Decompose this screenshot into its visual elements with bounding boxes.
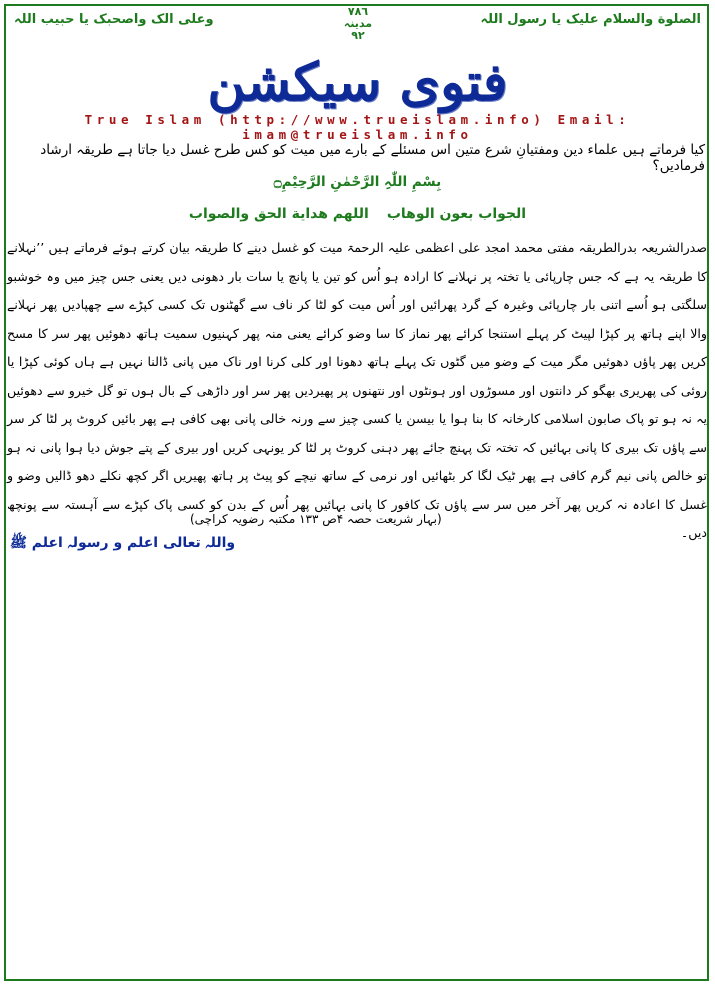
salutation-right: الصلوة والسلام علیک یا رسول اللہ <box>480 12 701 27</box>
page-ref-line-3: ٩٢ <box>351 29 365 42</box>
closing-line <box>0 512 715 551</box>
header-bar <box>8 5 707 50</box>
answer-body <box>7 234 707 548</box>
contact-line[interactable]: True Islam (http://www.trueislam.info) Email: imam@trueislam.info <box>84 112 631 142</box>
answer-paragraph: صدرالشریعہ بدرالطریقہ مفتی محمد امجد علی اعظمی علیہ الرحمۃ میت کو غسل دینے کا طریقہ بیان کرتے ہوئے فرماتے ہیں ’’نہلانے کا طریقہ یہ ہے کہ جس چارپائی یا تختہ پر نہلانے کا ارادہ ہو اُس کو تین یا پانچ یا سات بار دھونی دیں یعنی جس چیز میں وہ خوشبو سلگتی ہو اُسے اتنی بار چارپائی وغیرہ کے گرد پھرائیں اور اُس میت کو لٹا کر ناف سے گھٹنوں تک کسی کپڑے سے چھپادیں پھر نہلانے والا اپنے ہاتھ پر کپڑا لپیٹ کر پہلے استنجا کرائے پھر نماز کا سا وضو کرائے یعنی منہ پھر کہنیوں سمیت ہاتھ دھوئیں پھر سر کا مسح کریں پھر پاؤں دھوئیں مگر میت کے وضو میں گٹوں تک پہلے ہاتھ دھونا اور کلی کرنا اور ناک میں پانی ڈالنا نہیں ہے ہاں کوئی کپڑا یا روئی کی پھریری بھگو کر دانتوں اور مسوڑوں اور ہونٹوں اور نتھنوں پر پھیردیں پھر سر اور داڑھی کے بال ہوں تو گل خیرو سے دھوئیں یہ نہ ہو تو پاک صابون اسلامی کارخانہ کا بنا ہوا یا بیسن یا کسی چیز سے ورنہ خالی پانی بھی کافی ہے پھر بائیں کروٹ پر لٹا کر سر سے پاؤں تک بیری کا پانی بہائیں کہ تختہ تک پہنچ جائے پھر دہنی کروٹ پر لٹا کر یونہی کریں اور بیری کے پتے جوش دیا ہوا پانی نہ ہو تو خالص پانی نیم گرم کافی ہے پھر ٹیک لگا کر بٹھائیں اور نرمی کے ساتھ نیچے کو پیٹ پر ہاتھ پھیریں اگر کچھ نکلے دھو ڈالیں وضو و غسل کا اعادہ نہ کریں پھر آخر میں سر سے پاؤں تک کافور کا پانی بہائیں پھر اُس کے بدن کو کسی پاک کپڑے سے آہستہ سے پونچھ دیں۔ <box>7 240 707 540</box>
page-title: فتوی سیکشن <box>207 52 508 113</box>
page-reference <box>338 6 378 42</box>
page-ref-line-1: ٧٨٦ <box>347 5 369 18</box>
question-text: کیا فرماتے ہیں علماء دین ومفتیانِ شرع متین اس مسئلے کے بارے میں میت کو کس طرح غسل دیا جاتا ہے طریقہ ارشاد فرمادیں؟ <box>40 142 705 174</box>
answer-heading-part-2: اللھم ھدایة الحق والصواب <box>188 206 369 222</box>
answer-heading <box>0 206 715 222</box>
book-reference: (بہار شریعت حصہ ۴ص ۱۳۳ مکتبہ رضویہ کراچی) <box>190 512 442 526</box>
answer-heading-part-1: الجواب بعون الوھاب <box>386 206 527 222</box>
salutation-left: وعلی الک واصحبک یا حبیب اللہ <box>14 12 214 27</box>
page-ref-line-2: مدینہ <box>343 17 373 30</box>
bismillah: بِسْمِ اللّٰہِ الرَّحْمٰنِ الرَّحِیْمِ۝ <box>273 174 442 190</box>
signoff: واللہ تعالی اعلم و رسولہ اعلم ﷺ <box>10 535 236 551</box>
